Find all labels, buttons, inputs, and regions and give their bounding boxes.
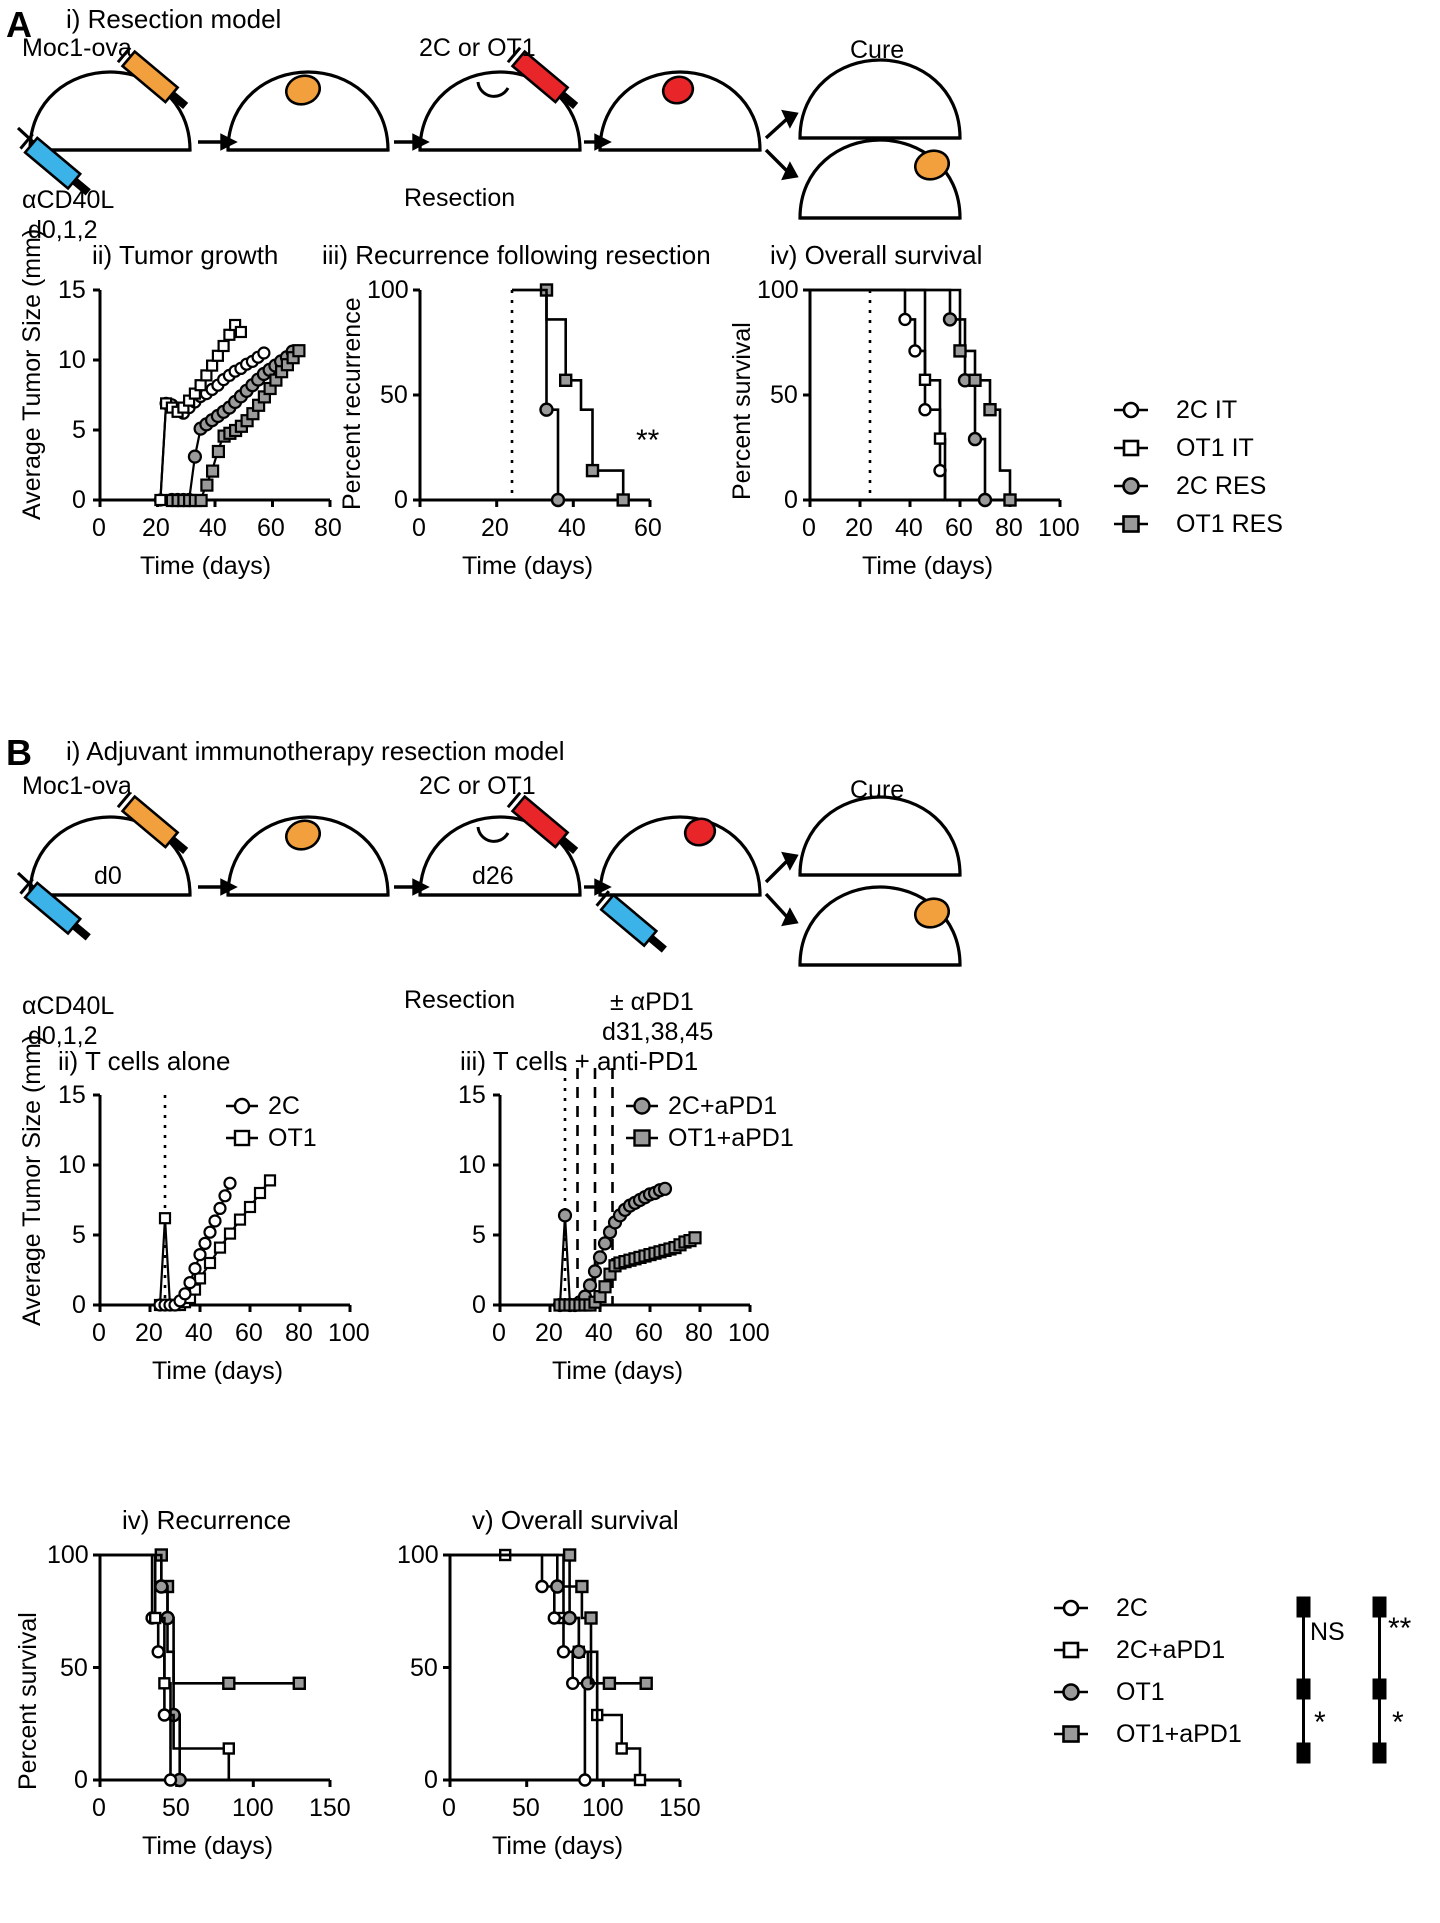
- a-ii-xtick-60: 60: [257, 514, 285, 542]
- panel-a-ii-title: ii) Tumor growth: [92, 240, 279, 270]
- label-tcells-b: 2C or OT1: [419, 772, 536, 800]
- panel-b-legend-item-2: OT1: [1116, 1678, 1165, 1706]
- b-v-ytick-50: 50: [410, 1654, 438, 1682]
- label-cure-a: Cure: [850, 36, 905, 64]
- b-iv-xtick-150: 150: [309, 1794, 351, 1822]
- b-ii-ylabel: Average Tumor Size (mm): [18, 1034, 46, 1326]
- b-iv-xlabel: Time (days): [142, 1832, 274, 1860]
- b-v-ytick-100: 100: [397, 1541, 439, 1569]
- panel-b-iii-title: iii) T cells + anti-PD1: [460, 1046, 699, 1076]
- a-ii-xtick-40: 40: [199, 514, 227, 542]
- b-ii-xtick-80: 80: [285, 1319, 313, 1347]
- panel-b-letter: B: [6, 732, 32, 773]
- a-iii-xtick-20: 20: [481, 514, 509, 542]
- b-iii-xtick-20: 20: [535, 1319, 563, 1347]
- a-iii-annotation: **: [636, 424, 660, 457]
- label-cure-b: Cure: [850, 776, 905, 804]
- a-iv-xtick-40: 40: [895, 514, 923, 542]
- b-iv-ylabel: Percent survival: [14, 1612, 42, 1790]
- b-ii-legend-0: 2C: [268, 1092, 300, 1120]
- panel-b-legend: [1050, 1598, 1110, 1763]
- a-ii-ylabel: Average Tumor Size (mm): [18, 228, 46, 520]
- b-iii-xlabel: Time (days): [552, 1357, 684, 1385]
- a-iii-xtick-0: 0: [412, 514, 426, 542]
- b-ii-xlabel: Time (days): [152, 1357, 284, 1385]
- b-ii-xtick-100: 100: [328, 1319, 370, 1347]
- b-iv-ytick-0: 0: [74, 1766, 88, 1794]
- b-v-xtick-150: 150: [659, 1794, 701, 1822]
- panel-a-legend-item-2: 2C RES: [1176, 472, 1267, 500]
- label-d26-b: d26: [472, 862, 514, 890]
- panel-a-schematic-title: i) Resection model: [66, 4, 282, 34]
- panel-a-iv-title: iv) Overall survival: [770, 240, 983, 270]
- b-ii-legend-1: OT1: [268, 1124, 317, 1152]
- a-iv-xtick-80: 80: [995, 514, 1023, 542]
- label-cd40l-b: αCD40L: [22, 992, 115, 1020]
- b-iv-ytick-100: 100: [47, 1541, 89, 1569]
- a-iv-xtick-60: 60: [945, 514, 973, 542]
- label-resection-b: Resection: [404, 986, 516, 1014]
- b-iv-xtick-100: 100: [232, 1794, 274, 1822]
- label-pd1-days-b: d31,38,45: [602, 1018, 714, 1046]
- b-v-xtick-0: 0: [442, 1794, 456, 1822]
- panel-a-letter: A: [6, 4, 32, 45]
- b-iii-ytick-5: 5: [472, 1221, 486, 1249]
- panel-b-schematic-title: i) Adjuvant immunotherapy resection model: [66, 736, 565, 766]
- panel-b-legend-item-0: 2C: [1116, 1594, 1148, 1622]
- panel-b-iv-title: iv) Recurrence: [122, 1505, 292, 1535]
- a-ii-ytick-15: 15: [58, 276, 86, 304]
- b-iii-legend-1: OT1+aPD1: [668, 1124, 794, 1152]
- b-iii-xtick-40: 40: [585, 1319, 613, 1347]
- label-cd40l-days-a: d0,1,2: [28, 216, 98, 244]
- panel-a-iii-title: iii) Recurrence following resection: [322, 240, 711, 270]
- stat-label-right-star: *: [1392, 1706, 1404, 1739]
- label-cd40l-a: αCD40L: [22, 186, 115, 214]
- b-iii-xtick-0: 0: [492, 1319, 506, 1347]
- b-iv-ytick-50: 50: [60, 1654, 88, 1682]
- a-iii-ytick-50: 50: [380, 381, 408, 409]
- panel-a-legend: [1110, 400, 1170, 555]
- stat-label-left-star: *: [1314, 1706, 1326, 1739]
- a-iii-ylabel: Percent recurrence: [338, 297, 366, 510]
- label-moc1-ova-b: Moc1-ova: [22, 772, 132, 800]
- label-moc1-ova-a: Moc1-ova: [22, 34, 132, 62]
- a-ii-ytick-5: 5: [72, 416, 86, 444]
- b-ii-xtick-0: 0: [92, 1319, 106, 1347]
- label-d0-b: d0: [94, 862, 122, 890]
- a-iv-ytick-50: 50: [770, 381, 798, 409]
- a-iv-ytick-100: 100: [757, 276, 799, 304]
- panel-a-legend-item-0: 2C IT: [1176, 396, 1238, 424]
- b-ii-ytick-5: 5: [72, 1221, 86, 1249]
- panel-b-v-title: v) Overall survival: [472, 1505, 679, 1535]
- b-ii-xtick-20: 20: [135, 1319, 163, 1347]
- a-iv-ylabel: Percent survival: [728, 322, 756, 500]
- b-ii-xtick-60: 60: [235, 1319, 263, 1347]
- label-pd1-b: ± αPD1: [610, 988, 694, 1016]
- a-iv-xtick-20: 20: [845, 514, 873, 542]
- b-ii-ytick-0: 0: [72, 1291, 86, 1319]
- stat-label-right-double-star: **: [1388, 1612, 1412, 1645]
- b-iv-xtick-50: 50: [162, 1794, 190, 1822]
- panel-b-legend-item-3: OT1+aPD1: [1116, 1720, 1242, 1748]
- b-iii-ytick-15: 15: [458, 1081, 486, 1109]
- a-ii-xtick-80: 80: [314, 514, 342, 542]
- a-iv-xlabel: Time (days): [862, 552, 994, 580]
- b-v-ytick-0: 0: [424, 1766, 438, 1794]
- a-ii-xtick-20: 20: [142, 514, 170, 542]
- b-iii-legend-0: 2C+aPD1: [668, 1092, 778, 1120]
- b-v-xlabel: Time (days): [492, 1832, 624, 1860]
- a-iv-ytick-0: 0: [784, 486, 798, 514]
- a-ii-ytick-10: 10: [58, 346, 86, 374]
- label-cd40l-days-b: d0,1,2: [28, 1022, 98, 1050]
- label-resection-a: Resection: [404, 184, 516, 212]
- label-tcells-a: 2C or OT1: [419, 34, 536, 62]
- a-iii-xtick-60: 60: [634, 514, 662, 542]
- a-iii-xtick-40: 40: [558, 514, 586, 542]
- b-iii-xtick-80: 80: [685, 1319, 713, 1347]
- panel-a-legend-item-1: OT1 IT: [1176, 434, 1254, 462]
- b-ii-ytick-15: 15: [58, 1081, 86, 1109]
- b-ii-ytick-10: 10: [58, 1151, 86, 1179]
- stat-label-ns: NS: [1310, 1618, 1345, 1646]
- a-iii-ytick-100: 100: [367, 276, 409, 304]
- b-iii-ytick-0: 0: [472, 1291, 486, 1319]
- b-iii-xtick-60: 60: [635, 1319, 663, 1347]
- a-ii-xlabel: Time (days): [140, 552, 272, 580]
- a-iv-xtick-0: 0: [802, 514, 816, 542]
- panel-b-legend-item-1: 2C+aPD1: [1116, 1636, 1226, 1664]
- b-iii-xtick-100: 100: [728, 1319, 770, 1347]
- panel-b-schematic: [0, 770, 920, 990]
- b-ii-xtick-40: 40: [185, 1319, 213, 1347]
- a-iv-xtick-100: 100: [1038, 514, 1080, 542]
- b-iii-ytick-10: 10: [458, 1151, 486, 1179]
- a-iii-ytick-0: 0: [394, 486, 408, 514]
- b-v-xtick-50: 50: [512, 1794, 540, 1822]
- a-iii-xlabel: Time (days): [462, 552, 594, 580]
- a-ii-ytick-0: 0: [72, 486, 86, 514]
- b-v-xtick-100: 100: [582, 1794, 624, 1822]
- panel-b-ii-title: ii) T cells alone: [58, 1046, 231, 1076]
- panel-a-legend-item-3: OT1 RES: [1176, 510, 1283, 538]
- a-ii-xtick-0: 0: [92, 514, 106, 542]
- b-iv-xtick-0: 0: [92, 1794, 106, 1822]
